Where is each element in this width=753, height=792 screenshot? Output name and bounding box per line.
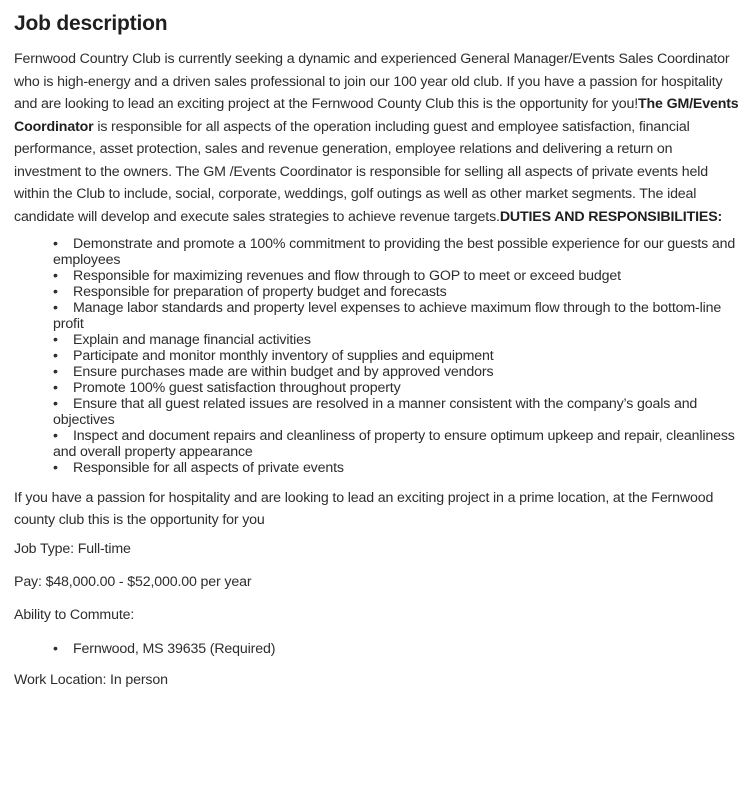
bullet-icon: • (53, 428, 58, 444)
duty-item: • Manage labor standards and property level expenses to achieve maximum flow through to the bottom-line profit (53, 300, 722, 332)
commute-location: Fernwood, MS 39635 (Required) (73, 641, 276, 657)
closing-paragraph: If you have a passion for hospitality and are looking to lead an exciting project in a prime location, at the Fernwood county club this is the opportunity for you (14, 490, 714, 528)
duty-item: • Responsible for all aspects of private events (53, 460, 344, 476)
bullet-icon: • (53, 396, 58, 412)
intro-text-1: Fernwood Country Club is currently seeking a dynamic and experienced General Manager/Events Sales Coordinator who is high-energy and a driven sales professional to join our 100 year old club. If you have a passion for hospitality and are looking to lead an exciting project at the Fernwood County Club this is the opportunity for you! (14, 51, 730, 112)
intro-bold-role: The GM/Events Coordinator (14, 96, 739, 135)
bullet-icon: • (53, 348, 58, 364)
duty-item: • Responsible for preparation of property budget and forecasts (53, 284, 447, 300)
duty-item: • Responsible for maximizing revenues and flow through to GOP to meet or exceed budget (53, 268, 621, 284)
duty-item: • Explain and manage financial activities (53, 332, 311, 348)
bullet-icon: • (53, 364, 58, 380)
commute-location-item (53, 641, 275, 657)
duty-item: • Inspect and document repairs and cleanliness of property to ensure optimum upkeep and repair, cleanliness and overall property appearance (53, 428, 735, 460)
duty-item: • Promote 100% guest satisfaction throughout property (53, 380, 401, 396)
intro-text-2: is responsible for all aspects of the operation including guest and employee satisfaction, financial performance, asset protection, sales and revenue generation, employee relations and delivering a return on investment to the owners. The GM /Events Coordinator is responsible for selling all aspects of private events held within the Club to include, social, corporate, weddings, golf outings as well as other market segments. The ideal candidate will develop and execute sales strategies to achieve revenue targets. (14, 118, 708, 225)
bullet-icon: • (53, 460, 58, 476)
duty-item: • Demonstrate and promote a 100% commitment to providing the best possible experience for our guests and employees (53, 236, 736, 268)
work-location: Work Location: In person (14, 672, 168, 688)
pay-range: Pay: $48,000.00 - $52,000.00 per year (14, 574, 252, 590)
intro-paragraph (14, 48, 742, 228)
duty-item: • Ensure purchases made are within budget and by approved vendors (53, 364, 494, 380)
bullet-icon: • (53, 300, 58, 316)
bullet-icon: • (53, 268, 58, 284)
bullet-icon: • (53, 284, 58, 300)
duty-item: • Participate and monitor monthly inventory of supplies and equipment (53, 348, 494, 364)
bullet-icon: • (53, 641, 58, 657)
bullet-icon: • (53, 332, 58, 348)
commute-label: Ability to Commute: (14, 607, 135, 623)
duties-list (14, 236, 742, 476)
bullet-icon: • (53, 236, 58, 252)
duties-heading: DUTIES AND RESPONSIBILITIES: (499, 208, 723, 225)
bullet-icon: • (53, 380, 58, 396)
page-title: Job description (14, 12, 168, 35)
job-type: Job Type: Full-time (14, 541, 131, 557)
duty-item: • Ensure that all guest related issues are resolved in a manner consistent with the company’s goals and objectives (53, 396, 698, 428)
